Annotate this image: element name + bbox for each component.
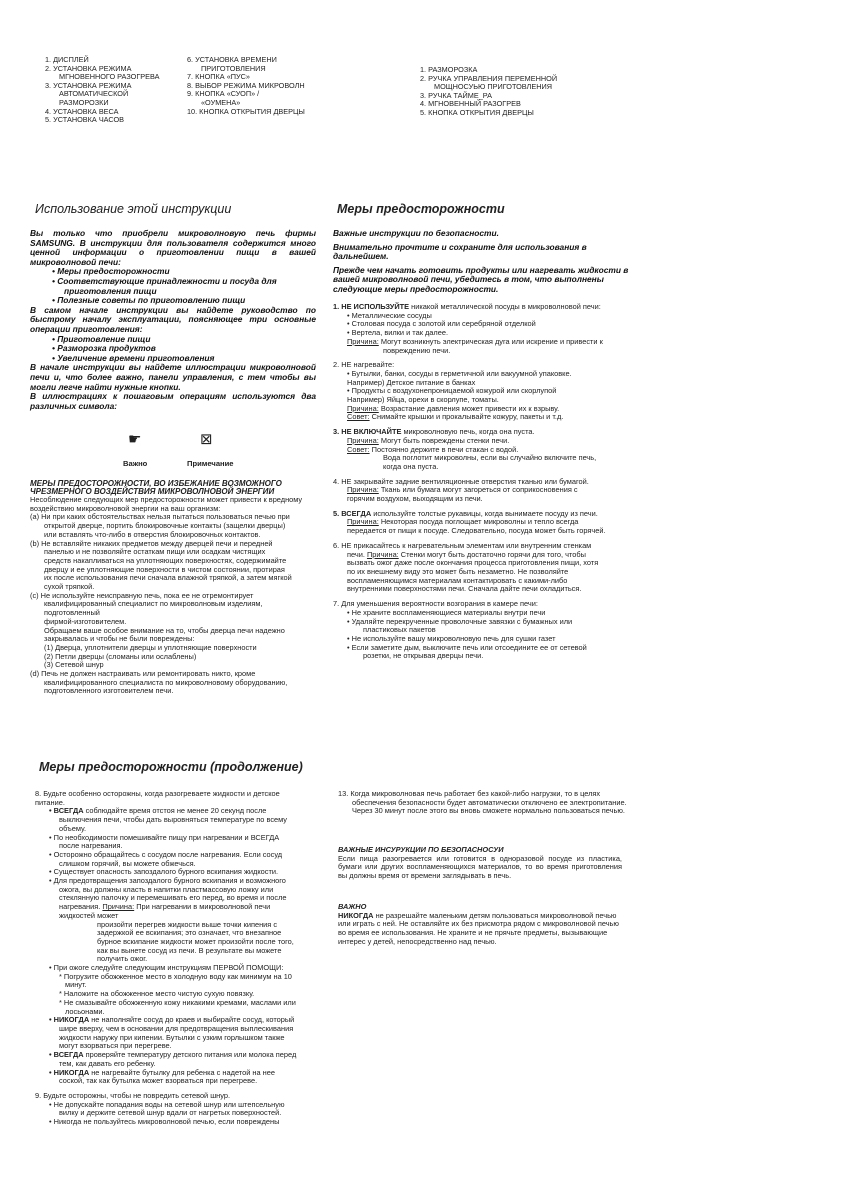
energy-c: подготовленный (44, 608, 100, 618)
children-title: ВАЖНО (338, 902, 367, 911)
panel-label-item: 1. РАЗМОРОЗКА (420, 65, 478, 74)
energy-c: квалифицированный специалист по микроволновым изделиям, (44, 599, 263, 609)
first-aid: * Погрузите обожженное место в холодную воду как минимум на 10 (59, 971, 292, 981)
item-8-bullet: жидкости наружу при кипении. Бутылки с узким горлышком также (59, 1032, 285, 1042)
usage-p4: В иллюстрациях к пошаговым операциям используются два различных символа: (30, 391, 316, 411)
energy-c: Обращаем ваше особое внимание на то, чтобы дверца печи надежно (44, 625, 285, 635)
panel-label-item: МГНОВЕННОГО РАЗОГРЕВА (59, 72, 160, 82)
children-text: НИКОГДА не разрешайте маленьким детям пользоваться микроволновой печью или играть с ней. Не оставляйте их без присмотра рядом с микроволновой печью во время ее использования. Не храните и не прячьте предметы, вызывающие интерес у детей, непосредственно над печью. (338, 910, 619, 946)
panel-label-item: 3. УСТАНОВКА РЕЖИМА (45, 80, 132, 90)
item-6: внутренними поверхностями печи. Сначала дайте печи охладиться. (347, 584, 582, 594)
item-7-bullet: розетки, не открывая дверцы печи. (363, 651, 484, 661)
item-8-bullet: получить ожог. (97, 954, 148, 964)
item-1-bullet: • Столовая посуда с золотой или серебряной отделкой (347, 319, 536, 329)
panel-label-item: «ОУМЕНА» (201, 97, 241, 107)
item-5: 5. ВСЕГДА используйте толстые рукавицы, когда вынимаете посуду из печи. (333, 508, 598, 518)
item-2-bullet: • Продукты с воздухонепроницаемой кожурой или скорлупой (347, 386, 557, 396)
safety-heading: Важные инструкции по безопасности. (333, 228, 499, 238)
item-7-bullet: • Не используйте вашу микроволновую печь для сушки газет (347, 633, 556, 643)
item-7: 7. Для уменьшения вероятности возгорания в камере печи: (333, 599, 538, 609)
usage-title: Использование этой инструкции (35, 202, 232, 216)
label-note: Примечание (187, 459, 234, 468)
item-9-bullet: вилку и держите сетевой шнур вдали от нагретых поверхностей. (59, 1108, 282, 1118)
label-important: Важно (123, 459, 148, 468)
item-1-bullet: • Металлические сосуды (347, 310, 432, 320)
energy-b: средств накапливаться на уплотняющих поверхностях, содержимайте (44, 555, 287, 565)
energy-a: открытой дверце, портить блокировочные контакты (защелки дверцы) (44, 521, 286, 531)
item-8-bullet: произойти перегрев жидкости выше точки кипения с (97, 919, 278, 929)
item-8-bullet: нагревания. Причина: При нагревании в микроволновой печи (59, 902, 271, 912)
item-4-reason: горячим воздухом, выходящим из печи. (347, 494, 483, 504)
energy-b: сухой тряпкой. (44, 582, 95, 592)
safety-keep: Внимательно прочтите и сохраните для использования в дальнейшем. (333, 241, 587, 262)
first-aid: минут. (65, 980, 87, 990)
energy-b: (b) Не вставляйте никаких предметов между дверцей печи и передней (30, 538, 273, 548)
item-2-bullet: Например) Детское питание в банках (347, 377, 476, 387)
item-8-bullet: как вы вынете сосуд из печи. В результате вы можете (97, 945, 282, 955)
item-7-bullet: • Удаляйте перекрученные проволочные завязки с бумажных или (347, 616, 573, 626)
item-3-reason: Причина: Могут быть повреждены стенки печи. (347, 435, 510, 445)
item-8-bullet: после нагревания. (59, 841, 123, 851)
item-8-bullet: выключения печи, чтобы дать выровняться температуре по всему (59, 815, 287, 825)
continued-title: Меры предосторожности (продолжение) (39, 760, 303, 774)
item-8-bullet: • НИКОГДА не нагревайте бутылку для ребенка с надетой на нее (49, 1067, 275, 1077)
item-8-bullet: бурное вскипание жидкости может произойти после того, (97, 936, 294, 946)
item-8-bullet: могут взорваться при перегреве. (59, 1041, 172, 1051)
safety-before: Прежде чем начать готовить продукты или нагревать жидкости в вашей микроволновой печи, убедитесь в том, что выполнены следующие меры предосторожности. (333, 264, 629, 294)
item-8: 8. Будьте особенно осторожны, когда разогреваете жидкости и детское (35, 790, 280, 798)
item-8-bullet: объему. (59, 823, 86, 833)
item-6: вызвать ожог даже после окончания процесса приготовления пищи, хотя (347, 558, 599, 568)
pointing-hand-icon: ☛ (128, 431, 142, 448)
item-8-bullet: • ВСЕГДА соблюдайте время отстоя не менее 20 секунд после (49, 806, 267, 816)
usage-bullet: • Меры предосторожности (52, 266, 170, 277)
energy-c: фирмой-изготовителем. (44, 616, 127, 626)
children-note (338, 903, 624, 947)
item-13: Через 30 минут после этого вы вновь сможете нормально пользоваться печью. (352, 806, 625, 816)
energy-b: дверцу и ее уплотняющие поверхности в чистом состоянии, протирая (44, 564, 285, 574)
panel-label-item: 7. КНОПКА «ПУС» (187, 72, 250, 82)
item-3: 3. НЕ ВКЛЮЧАЙТЕ микроволновую печь, когда она пуста. (333, 427, 535, 437)
item-2: 2. НЕ нагревайте: (333, 360, 395, 370)
panel-label-item: 6. УСТАНОВКА ВРЕМЕНИ (187, 55, 277, 64)
item-8-bullet: шире вверху, чем в основании для предотвращения выплескивания (59, 1023, 294, 1033)
item-8: питание. (35, 797, 65, 807)
precautions-list (333, 303, 638, 661)
energy-intro: Несоблюдение следующих мер предосторожности может привести к вредному воздействию микроволновой энергии на ваш организм: (30, 495, 303, 513)
item-7-bullet: пластиковых пакетов (363, 625, 436, 635)
panel-label-item: 10. КНОПКА ОТКРЫТИЯ ДВЕРЦЫ (187, 106, 305, 116)
panel-label-item: 1. ДИСПЛЕЙ (45, 55, 89, 64)
energy-c: (1) Дверца, уплотнители дверцы и уплотняющие поверхности (44, 642, 257, 652)
first-aid: * Не смазывайте обожженную кожу никакими кремами, маслами или (59, 997, 296, 1007)
usage-bullet: • Приготовление пищи (52, 333, 151, 344)
panel-label-item: 9. КНОПКА «СУОП» / (187, 89, 260, 99)
item-9-bullet: • Не допускайте попадания воды на сетевой шнур или штепсельную (49, 1099, 285, 1109)
precautions-title: Меры предосторожности (337, 202, 505, 216)
item-6: 6. НЕ прикасайтесь к нагревательным элементам или внутренним стенкам (333, 540, 592, 550)
energy-c: закрывалась и чтобы не были повреждены: (44, 634, 195, 644)
item-8-bullet: • Осторожно обращайтесь с сосудом после нагревания. Если сосуд (49, 849, 283, 859)
item-1-reason: Причина: Могут возникнуть электрическая дуга или искрение и привести к (347, 336, 603, 346)
item-8-bullet: ожога, вы должны класть в напитки пластмассовую ложку или (59, 884, 274, 894)
usage-p2: В самом начале инструкции вы найдете руководство по быстрому началу эксплуатации, поясняющее три основные операции приготовления: (30, 304, 316, 334)
item-8-bullet: • НИКОГДА не наполняйте сосуд до краев и выбирайте сосуд, который (49, 1015, 295, 1025)
item-13: обеспечения безопасности будет автоматически отключено ее электропитание. (352, 797, 627, 807)
item-2-tip: Совет: Снимайте крышки и прокалывайте кожуру, пакеты и т.д. (347, 412, 564, 422)
energy-a: или вставлять что-либо в отверстия блокировочных контактов. (44, 529, 261, 539)
packaging-note (338, 846, 622, 881)
usage-p3: В начале инструкции вы найдете иллюстрации микроволновой печи и, что более важно, панели управления, с тем чтобы вы могли легче найти нужные кнопки. (30, 362, 316, 392)
usage-bullet-cont: приготовления пищи (64, 285, 157, 296)
item-5-reason: Причина: Некоторая посуда поглощает микроволны и тепло всегда (347, 517, 579, 527)
panel-label-item: РАЗМОРОЗКИ (59, 97, 109, 107)
panel-label-item: 8. ВЫБОР РЕЖИМА МИКРОВОЛН (187, 80, 305, 90)
continued-left (35, 790, 335, 1138)
item-3-tip: Совет: Постоянно держите в печи стакан с водой. (347, 444, 519, 454)
energy-c: (2) Петли дверцы (сломаны или ослаблены) (44, 651, 197, 661)
energy-d: (d) Печь не должен настраивать или ремонтировать никто, кроме (30, 669, 256, 679)
panel-label-item: 2. РУЧКА УПРАВЛЕНИЯ ПЕРЕМЕННОЙ (420, 73, 558, 83)
item-1: 1. НЕ ИСПОЛЬЗУЙТЕ никакой металлической посуды в микроволновой печи: (333, 302, 601, 311)
packaging-title: ВАЖНЫЕ ИНСУРУКЦИИ ПО БЕЗОПАСНОСУИ (338, 845, 504, 854)
panel-label-item: МОЩНОСУЬЮ ПРИГОТОВЛЕНИЯ (434, 82, 552, 92)
panel-label-item: 2. УСТАНОВКА РЕЖИМА (45, 63, 132, 73)
continued-right (338, 790, 638, 816)
panel-labels-left (45, 56, 185, 125)
item-9: 9. Будьте осторожны, чтобы не повредить сетевой шнур. (35, 1090, 231, 1100)
item-8-bullet: соской, так как бутылка может взорваться при перегреве. (59, 1076, 258, 1086)
panel-labels-middle (187, 56, 337, 116)
panel-label-item: 3. РУЧКА ТАЙМЕ_РА (420, 90, 493, 100)
panel-label-item: ПРИГОТОВЛЕНИЯ (201, 63, 266, 73)
item-6: по их внешнему виду это может быть незаметно. Не позволяйте (347, 566, 569, 576)
energy-c: (3) Сетевой шнур (44, 660, 104, 670)
note-box-icon: ⊠ (200, 431, 213, 448)
item-8-bullet: • По необходимости помешивайте пищу при нагревании и ВСЕГДА (49, 832, 280, 842)
panel-label-item: АВТОМАТИЧЕСКОЙ (59, 89, 129, 99)
item-8-bullet: тем, как давать его ребенку. (59, 1058, 156, 1068)
item-1-reason: повреждению печи. (383, 345, 451, 355)
energy-b: их после использования печи сначала влажной тряпкой, а затем мягкой (44, 573, 292, 583)
item-7-bullet: • Не храните воспламеняющиеся материалы внутри печи (347, 607, 546, 617)
item-1-bullet: • Вертела, вилки и так далее. (347, 328, 448, 338)
item-8-bullet: жидкостей может (59, 910, 119, 920)
usage-bullet: • Соответствующие принадлежности и посуда для (52, 275, 277, 286)
item-5-reason: передается от пищи к посуде. Следовательно, посуда может быть горячей. (347, 526, 606, 536)
item-8-bullet: стеклянную палочку и перемешивать его перед, во время и после (59, 893, 287, 903)
item-6: воспламеняющимся материалам контактировать с какими-либо (347, 575, 568, 585)
usage-bullet: • Разморозка продуктов (52, 343, 156, 354)
item-2-bullet: • Бутылки, банки, сосуды в герметичной или вакуумной упаковке. (347, 368, 572, 378)
panel-label-item: 5. КНОПКА ОТКРЫТИЯ ДВЕРЦЫ (420, 107, 534, 117)
item-8-bullet: слишком горячий, вы можете обжечься. (59, 858, 196, 868)
usage-bullet: • Полезные советы по приготовлению пищи (52, 295, 246, 306)
energy-title: МЕРЫ ПРЕДОСТОРОЖНОСТИ, ВО ИЗБЕЖАНИЕ ВОЗМОЖНОГО (30, 479, 282, 488)
energy-d: квалифицированного специалиста по микроволновому оборудованию, (44, 677, 288, 687)
energy-a: (a) Ни при каких обстоятельствах нельзя пытаться пользоваться печью при (30, 512, 290, 522)
usage-bullet: • Увеличение времени приготовления (52, 352, 215, 363)
item-4-reason: Причина: Ткань или бумага могут загореться от соприкосновения с (347, 485, 578, 495)
panel-label-item: 4. МГНОВЕННЫЙ РАЗОГРЕВ (420, 99, 521, 109)
energy-c: (c) Не используйте неисправную печь, пока ее не отремонтирует (30, 590, 254, 600)
energy-d: подготовленного изготовителем печи. (44, 686, 174, 696)
panel-label-item: 5. УСТАНОВКА ЧАСОВ (45, 115, 125, 125)
energy-title: ЧРЕЗМЕРНОГО ВОЗДЕЙСТВИЯ МИКРОВОЛНОВОЙ ЭНЕРГИИ (30, 487, 275, 496)
first-aid: * Наложите на обожженное место чистую сухую повязку. (59, 989, 255, 999)
item-8-bullet: задержкой ее вскипания; это означает, что внезапное (97, 928, 282, 938)
item-13: 13. Когда микроволновая печь работает без какой-либо нагрузки, то в целях (338, 789, 601, 798)
energy-section (30, 480, 330, 696)
item-8-bullet: • ВСЕГДА проверяйте температуру детского питания или молока перед (49, 1050, 297, 1060)
item-2-reason: Причина: Возрастание давления может привести их к взрыву. (347, 403, 560, 413)
usage-p1: Вы только что приобрели микроволновую печь фирмы SAMSUNG. В инструкции для пользователя содержится много ценной информации о приготовлении пищи в вашей микроволновой печи: (30, 228, 316, 267)
item-8-bullet: • Существует опасность запоздалого бурного вскипания жидкости. (49, 867, 279, 877)
item-3-tip: Вода поглотит микроволны, если вы случайно включите печь, (383, 453, 597, 463)
first-aid: лосьонами. (65, 1006, 105, 1016)
energy-b: панелью и не позволяйте остаткам пищи или осадкам чистящих (44, 547, 266, 557)
item-4: 4. НЕ закрывайте задние вентиляционные отверстия тканью или бумагой. (333, 476, 589, 486)
precautions-intro (333, 229, 633, 295)
item-7-bullet: • Если заметите дым, выключите печь или отсоедините ее от сетевой (347, 642, 587, 652)
item-9-bullet-cut: • Никогда не пользуйтесь микроволновой печью, если повреждены (49, 1117, 280, 1127)
item-6: печи. Причина: Стенки могут быть достаточно горячи для того, чтобы (347, 549, 586, 559)
item-2-bullet: Например) Яйца, орехи в скорлупе, томаты. (347, 395, 499, 405)
item-8-bullet: • Для предотвращения запоздалого бурного вскипания и возможного (49, 876, 286, 886)
item-3-tip: когда она пуста. (383, 461, 439, 471)
panel-label-item: 4. УСТАНОВКА ВЕСА (45, 106, 119, 116)
item-8-bullet: • При ожоге следуйте следующим инструкциям ПЕРВОЙ ПОМОЩИ: (49, 963, 284, 973)
usage-body (30, 229, 316, 411)
packaging-text: Если пища разогревается или готовится в одноразовой посуде из пластика, бумаги или других воспламеняющихся материалов, то во время приготовления вы должны время от времени заглядывать в печь. (338, 853, 622, 881)
panel-labels-right (420, 66, 590, 118)
